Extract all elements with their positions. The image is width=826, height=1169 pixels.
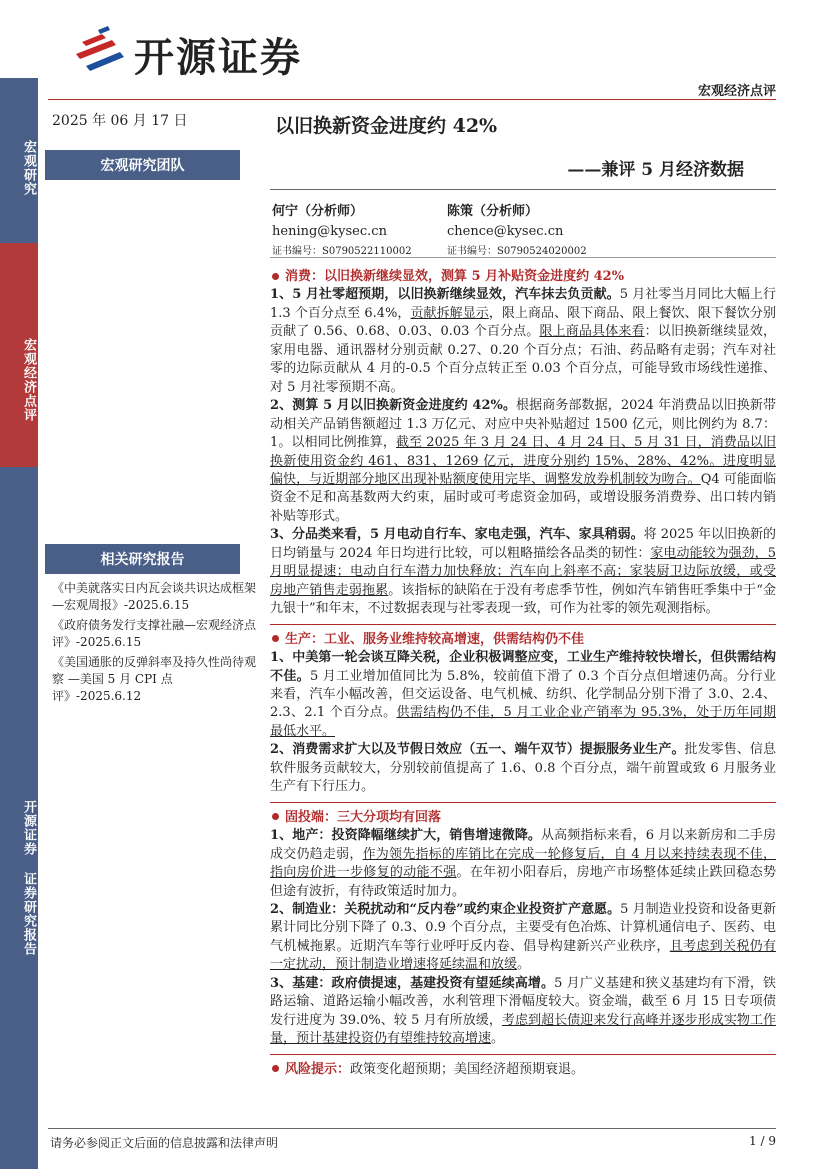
section-heading-consumption: 消费：以旧换新继续显效，测算 5 月补贴资金进度约 42% xyxy=(270,268,776,286)
side-tab-securities-report: 开源证券 证券研究报告 xyxy=(0,467,38,1169)
brand-logo xyxy=(72,22,322,81)
analyst-card xyxy=(272,202,412,262)
related-report-item[interactable]: 《中美就落实日内瓦会谈共识达成框架—宏观周报》-2025.6.15 xyxy=(52,581,257,612)
related-report-item[interactable]: 《政府债务发行支撑社融—宏观经济点评》-2025.6.15 xyxy=(52,618,257,649)
side-tab-macro-research: 宏观研究 xyxy=(0,78,38,243)
document-type: 宏观经济点评 xyxy=(697,84,776,99)
paragraph: 3、分品类来看，5 月电动自行车、家电走强，汽车、家具稍弱。将 2025 年以旧换新的日均销量与 2024 年日均进行比较，可以粗略描绘各品类的韧性：家电动能较为强劲，5 月明显提速；电动自行车潜力加快释放；汽车向上斜率不高；家装厨卫边际放缓，或受房地产销售走弱拖累。该指标的缺陷在于没有考虑季节性，例如汽车销售旺季集中于“金九银十”和年末，不过数据表现与社零表现一致，可作为社零的领先观测指标。 xyxy=(270,527,776,617)
page-number: 1 / 9 xyxy=(749,1134,776,1148)
report-subtitle: ——兼评 5 月经济数据 xyxy=(567,160,744,180)
paragraph: 1、5 月社零超预期，以旧换新继续显效，汽车抹去负贡献。5 月社零当月同比大幅上行 1.3 个百分点至 6.4%，贡献拆解显示，限上商品、限下商品、限上餐饮、限下餐饮分别贡献了 0.56、0.68、0.03、0.03 个百分点。限上商品具体来看：以旧换新继续显效，家用电器、通讯器材分别贡献 0.27、0.20 个百分点；石油、药品略有走弱；汽车对社零的边际贡献从 4 月的-0.5 个百分点转正至 0.03 个百分点，可能导致市场线性递推、对 5 月社零预期不高。 xyxy=(270,287,776,395)
risk-text: 政策变化超预期；美国经济超预期衰退。 xyxy=(350,1061,585,1077)
analyst-name: 陈策（分析师） xyxy=(447,204,539,219)
analyst-divider xyxy=(270,257,776,258)
header-divider xyxy=(48,99,776,100)
section-divider xyxy=(270,802,776,803)
report-title: 以旧换新资金进度约 42% xyxy=(275,115,498,137)
brand-name: 开源证券 xyxy=(134,35,302,81)
related-report-item[interactable]: 《美国通胀的反弹斜率及持久性尚待观察 —美国 5 月 CPI 点评》-2025.6.12 xyxy=(52,655,257,703)
bullet-icon xyxy=(272,635,279,642)
paragraph: 2、制造业：关税扰动和“反内卷”或约束企业投资扩产意愿。5 月制造业投资和设备更新累计同比分别下降了 0.3、0.9 个百分点，主要受有色冶炼、计算机通信电子、医药、电气机械拖累。近期汽车等行业呼吁反内卷、倡导构建新兴产业秩序，且考虑到关税仍有一定扰动，预计制造业增速将延续温和放缓。 xyxy=(270,901,776,973)
paragraph: 1、地产：投资降幅继续扩大，销售增速微降。从高频指标来看，6 月以来新房和二手房成交仍趋走弱，作为领先指标的库销比在完成一轮修复后，自 4 月以来持续表现不佳，指向房价进一步修复的动能不强。在年初小阳春后，房地产市场整体延续止跌回稳态势但途有波折，有待政策适时加力。 xyxy=(270,828,777,899)
section-divider xyxy=(270,624,776,625)
analyst-cert: 证书编号：S0790524020002 xyxy=(447,246,587,257)
analyst-card xyxy=(447,202,587,262)
section-divider xyxy=(270,1054,776,1055)
section-heading-production: 生产：工业、服务业维持较高增速，供需结构仍不佳 xyxy=(270,631,776,649)
analyst-name: 何宁（分析师） xyxy=(272,204,364,219)
related-reports-label: 相关研究报告 xyxy=(45,544,240,574)
bullet-icon xyxy=(272,1065,279,1072)
paragraph: 2、测算 5 月以旧换新资金进度约 42%。根据商务部数据，2024 年消费品以旧换新带动相关产品销售额超过 1.3 万亿元、对应中央补贴超过 1500 亿元，则比例约为 8.7：1。以相同比例推算，截至 2025 年 3 月 24 日、4 月 24 日、5 月 31 日，消费品以旧换新使用资金约 461、831、1269 亿元，进度分别约 15%、28%、42%。进度明显偏快，与近期部分地区出现补贴额度使用完毕、调整发放券机制较为吻合。Q4 可能面临资金不足和高基数两大约束，届时或可考虑资金加码，或增设服务消费券、出口转内销补贴等形式。 xyxy=(270,398,776,524)
title-divider xyxy=(270,189,776,190)
analyst-email[interactable]: hening@kysec.cn xyxy=(272,224,387,239)
related-reports-list xyxy=(52,580,258,708)
report-date: 2025 年 06 月 17 日 xyxy=(52,113,188,129)
risk-warning xyxy=(270,1061,776,1079)
analyst-email[interactable]: chence@kysec.cn xyxy=(447,224,564,239)
paragraph: 1、中美第一轮会谈互降关税，企业积极调整应变，工业生产维持较快增长，但供需结构不佳。5 月工业增加值同比为 5.8%，较前值下滑了 0.3 个百分点但增速仍高。分行业来看，汽车小幅改善，但交运设备、电气机械、纺织、化学制品分别下滑了 3.0、2.4、2.3、2.1 个百分点。供需结构仍不佳，5 月工业企业产销率为 95.3%，处于历年同期最低水平。 xyxy=(270,650,776,739)
paragraph: 2、消费需求扩大以及节假日效应（五一、端午双节）提振服务业生产。批发零售、信息软件服务贡献较大，分别较前值提高了 1.6、0.8 个百分点，端午前置或致 6 月服务业生产有下行压力。 xyxy=(270,742,776,795)
section-heading-investment: 固投端：三大分项均有回落 xyxy=(270,809,776,827)
side-tab-macro-commentary: 宏观经济点评 xyxy=(0,243,38,467)
bullet-icon xyxy=(272,273,279,280)
footer-disclaimer: 请务必参阅正文后面的信息披露和法律声明 xyxy=(50,1136,279,1150)
logo-mark-icon xyxy=(72,24,130,74)
paragraph: 3、基建：政府债提速，基建投资有望延续高增。5 月广义基建和狭义基建均有下滑，铁路运输、道路运输小幅改善，水利管理下滑幅度较大。资金端，截至 6 月 15 日专项债发行进度为 39.0%、较 5 月有所放缓，考虑到超长债迎来发行高峰并逐步形成实物工作量，预计基建投资仍有望维持较高增速。 xyxy=(270,975,777,1047)
analyst-cert: 证书编号：S0790522110002 xyxy=(272,246,412,257)
risk-label: 风险提示： xyxy=(285,1061,351,1077)
bullet-icon xyxy=(272,813,279,820)
team-label: 宏观研究团队 xyxy=(45,150,240,180)
report-body xyxy=(270,262,776,1079)
footer-divider xyxy=(48,1128,776,1129)
